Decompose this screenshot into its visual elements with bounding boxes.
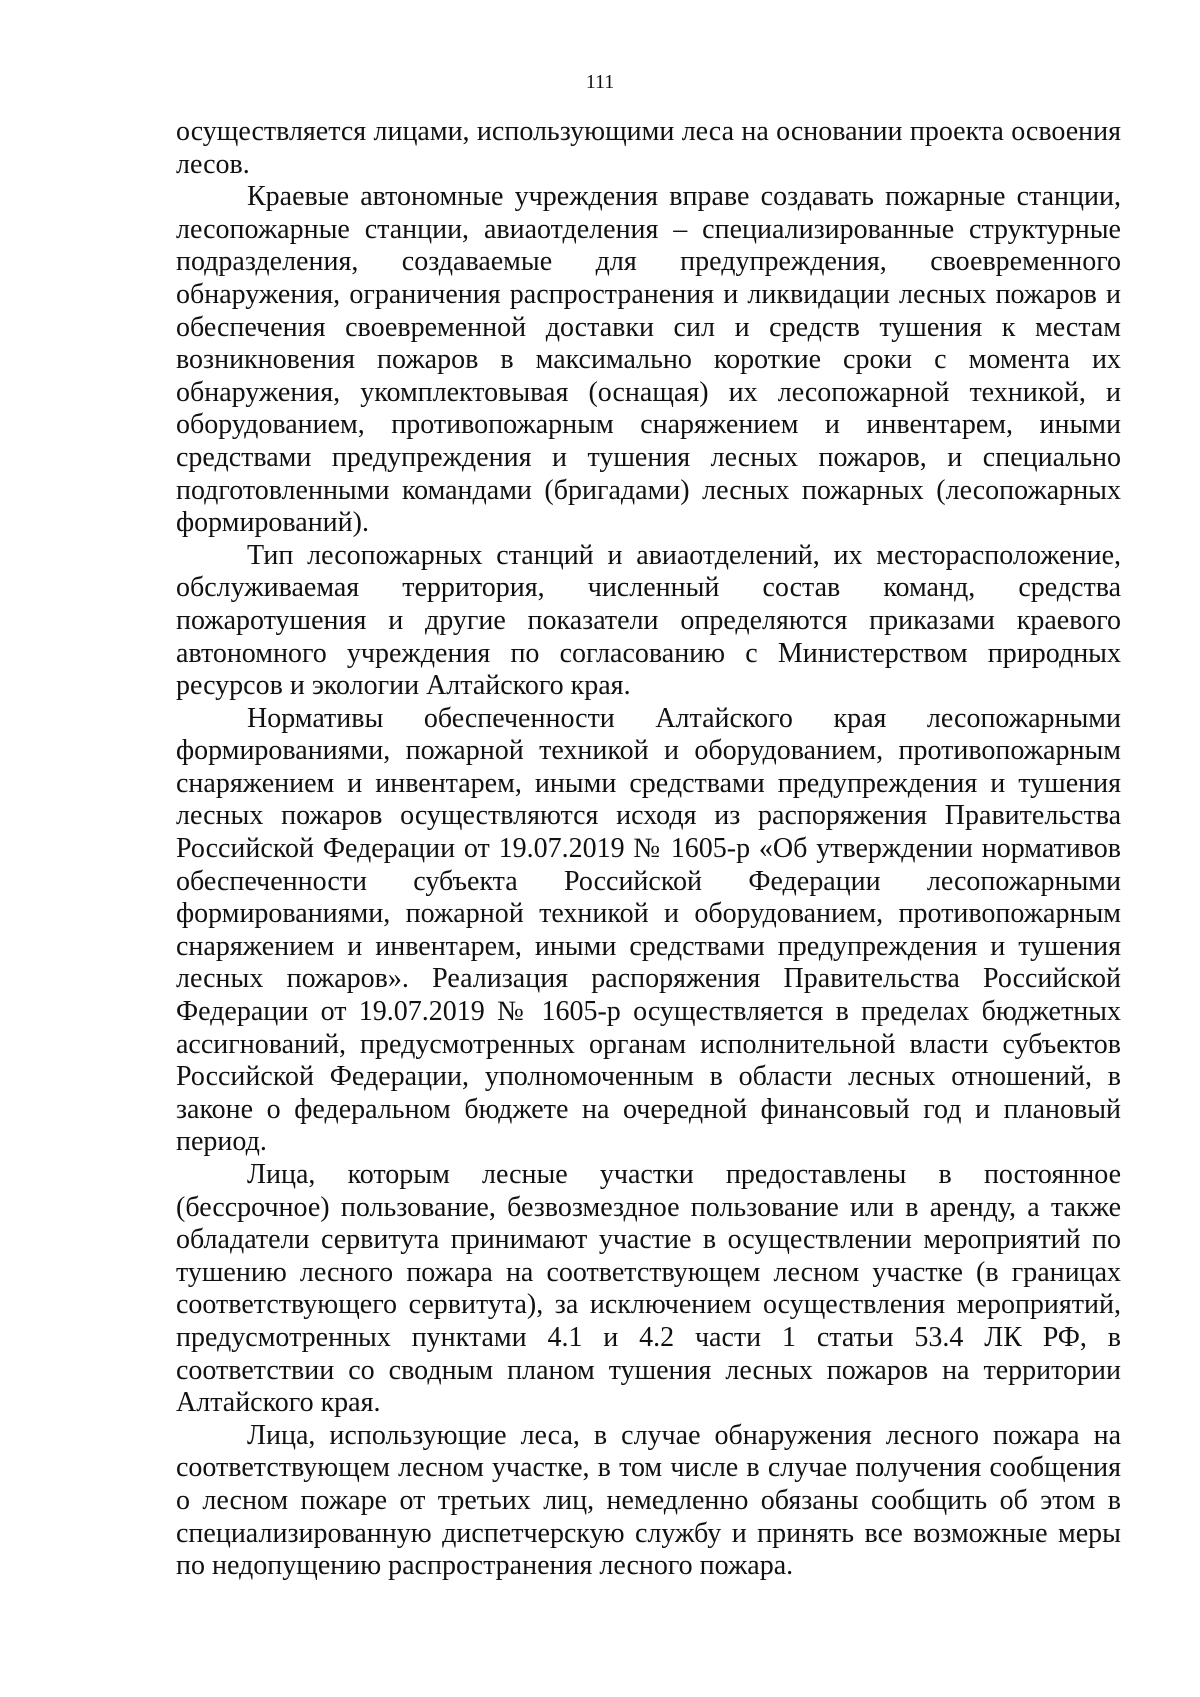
paragraph-land-users: Лица, которым лесные участки предоставлены в постоянное (бессрочное) пользование, безвозмездное пользование или в аренду, а также обладатели сервитута принимают участие в осуществлении мероприятий по тушению лесного пожара на соответствующем лесном участке (в границах соответствующего сервитута), за исключением осуществления мероприятий, предусмотренных пунктами 4.1 и 4.2 части 1 статьи 53.4 ЛК РФ, в соответствии со сводным планом тушения лесных пожаров на территории Алтайского края. (176, 1159, 1121, 1419)
paragraph-station-types: Тип лесопожарных станций и авиаотделений, их месторасположение, обслуживаемая территория, численный состав команд, средства пожаротушения и другие показатели определяются приказами краевого автономного учреждения по согласованию с Министерством природных ресурсов и экологии Алтайского края. (176, 539, 1121, 702)
paragraph-continuation: осуществляется лицами, использующими леса на основании проекта освоения лесов. (176, 116, 1121, 180)
paragraph-fire-reporting: Лица, использующие леса, в случае обнаружения лесного пожара на соответствующем лесном участке, в том числе в случае получения сообщения о лесном пожаре от третьих лиц, немедленно обязаны сообщить об этом в специализированную диспетчерскую службу и принять все возможные меры по недопущению распространения лесного пожара. (176, 1419, 1121, 1582)
paragraph-fire-stations: Краевые автономные учреждения вправе создавать пожарные станции, лесопожарные станции, авиаотделения – специализированные структурные подразделения, создаваемые для предупреждения, своевременного обнаружения, ограничения распространения и ликвидации лесных пожаров и обеспечения своевременной доставки сил и средств тушения к местам возникновения пожаров в максимально короткие сроки с момента их обнаружения, укомплектовывая (оснащая) их лесопожарной техникой, и оборудованием, противопожарным снаряжением и инвентарем, иными средствами предупреждения и тушения лесных пожаров, и специально подготовленными командами (бригадами) лесных пожарных (лесопожарных формирований). (176, 181, 1121, 539)
page-number: 111 (585, 71, 615, 93)
paragraph-norms: Нормативы обеспеченности Алтайского края лесопожарными формированиями, пожарной техникой и оборудованием, противопожарным снаряжением и инвентарем, иными средствами предупреждения и тушения лесных пожаров осуществляются исходя из распоряжения Правительства Российской Федерации от 19.07.2019 № 1605-р «Об утверждении нормативов обеспеченности субъекта Российской Федерации лесопожарными формированиями, пожарной техникой и оборудованием, противопожарным снаряжением и инвентарем, иными средствами предупреждения и тушения лесных пожаров». Реализация распоряжения Правительства Российской Федерации от 19.07.2019 № 1605-р осуществляется в пределах бюджетных ассигнований, предусмотренных органам исполнительной власти субъектов Российской Федерации, уполномоченным в области лесных отношений, в законе о федеральном бюджете на очередной финансовый год и плановый период. (176, 702, 1121, 1158)
document-body (176, 116, 1121, 1583)
